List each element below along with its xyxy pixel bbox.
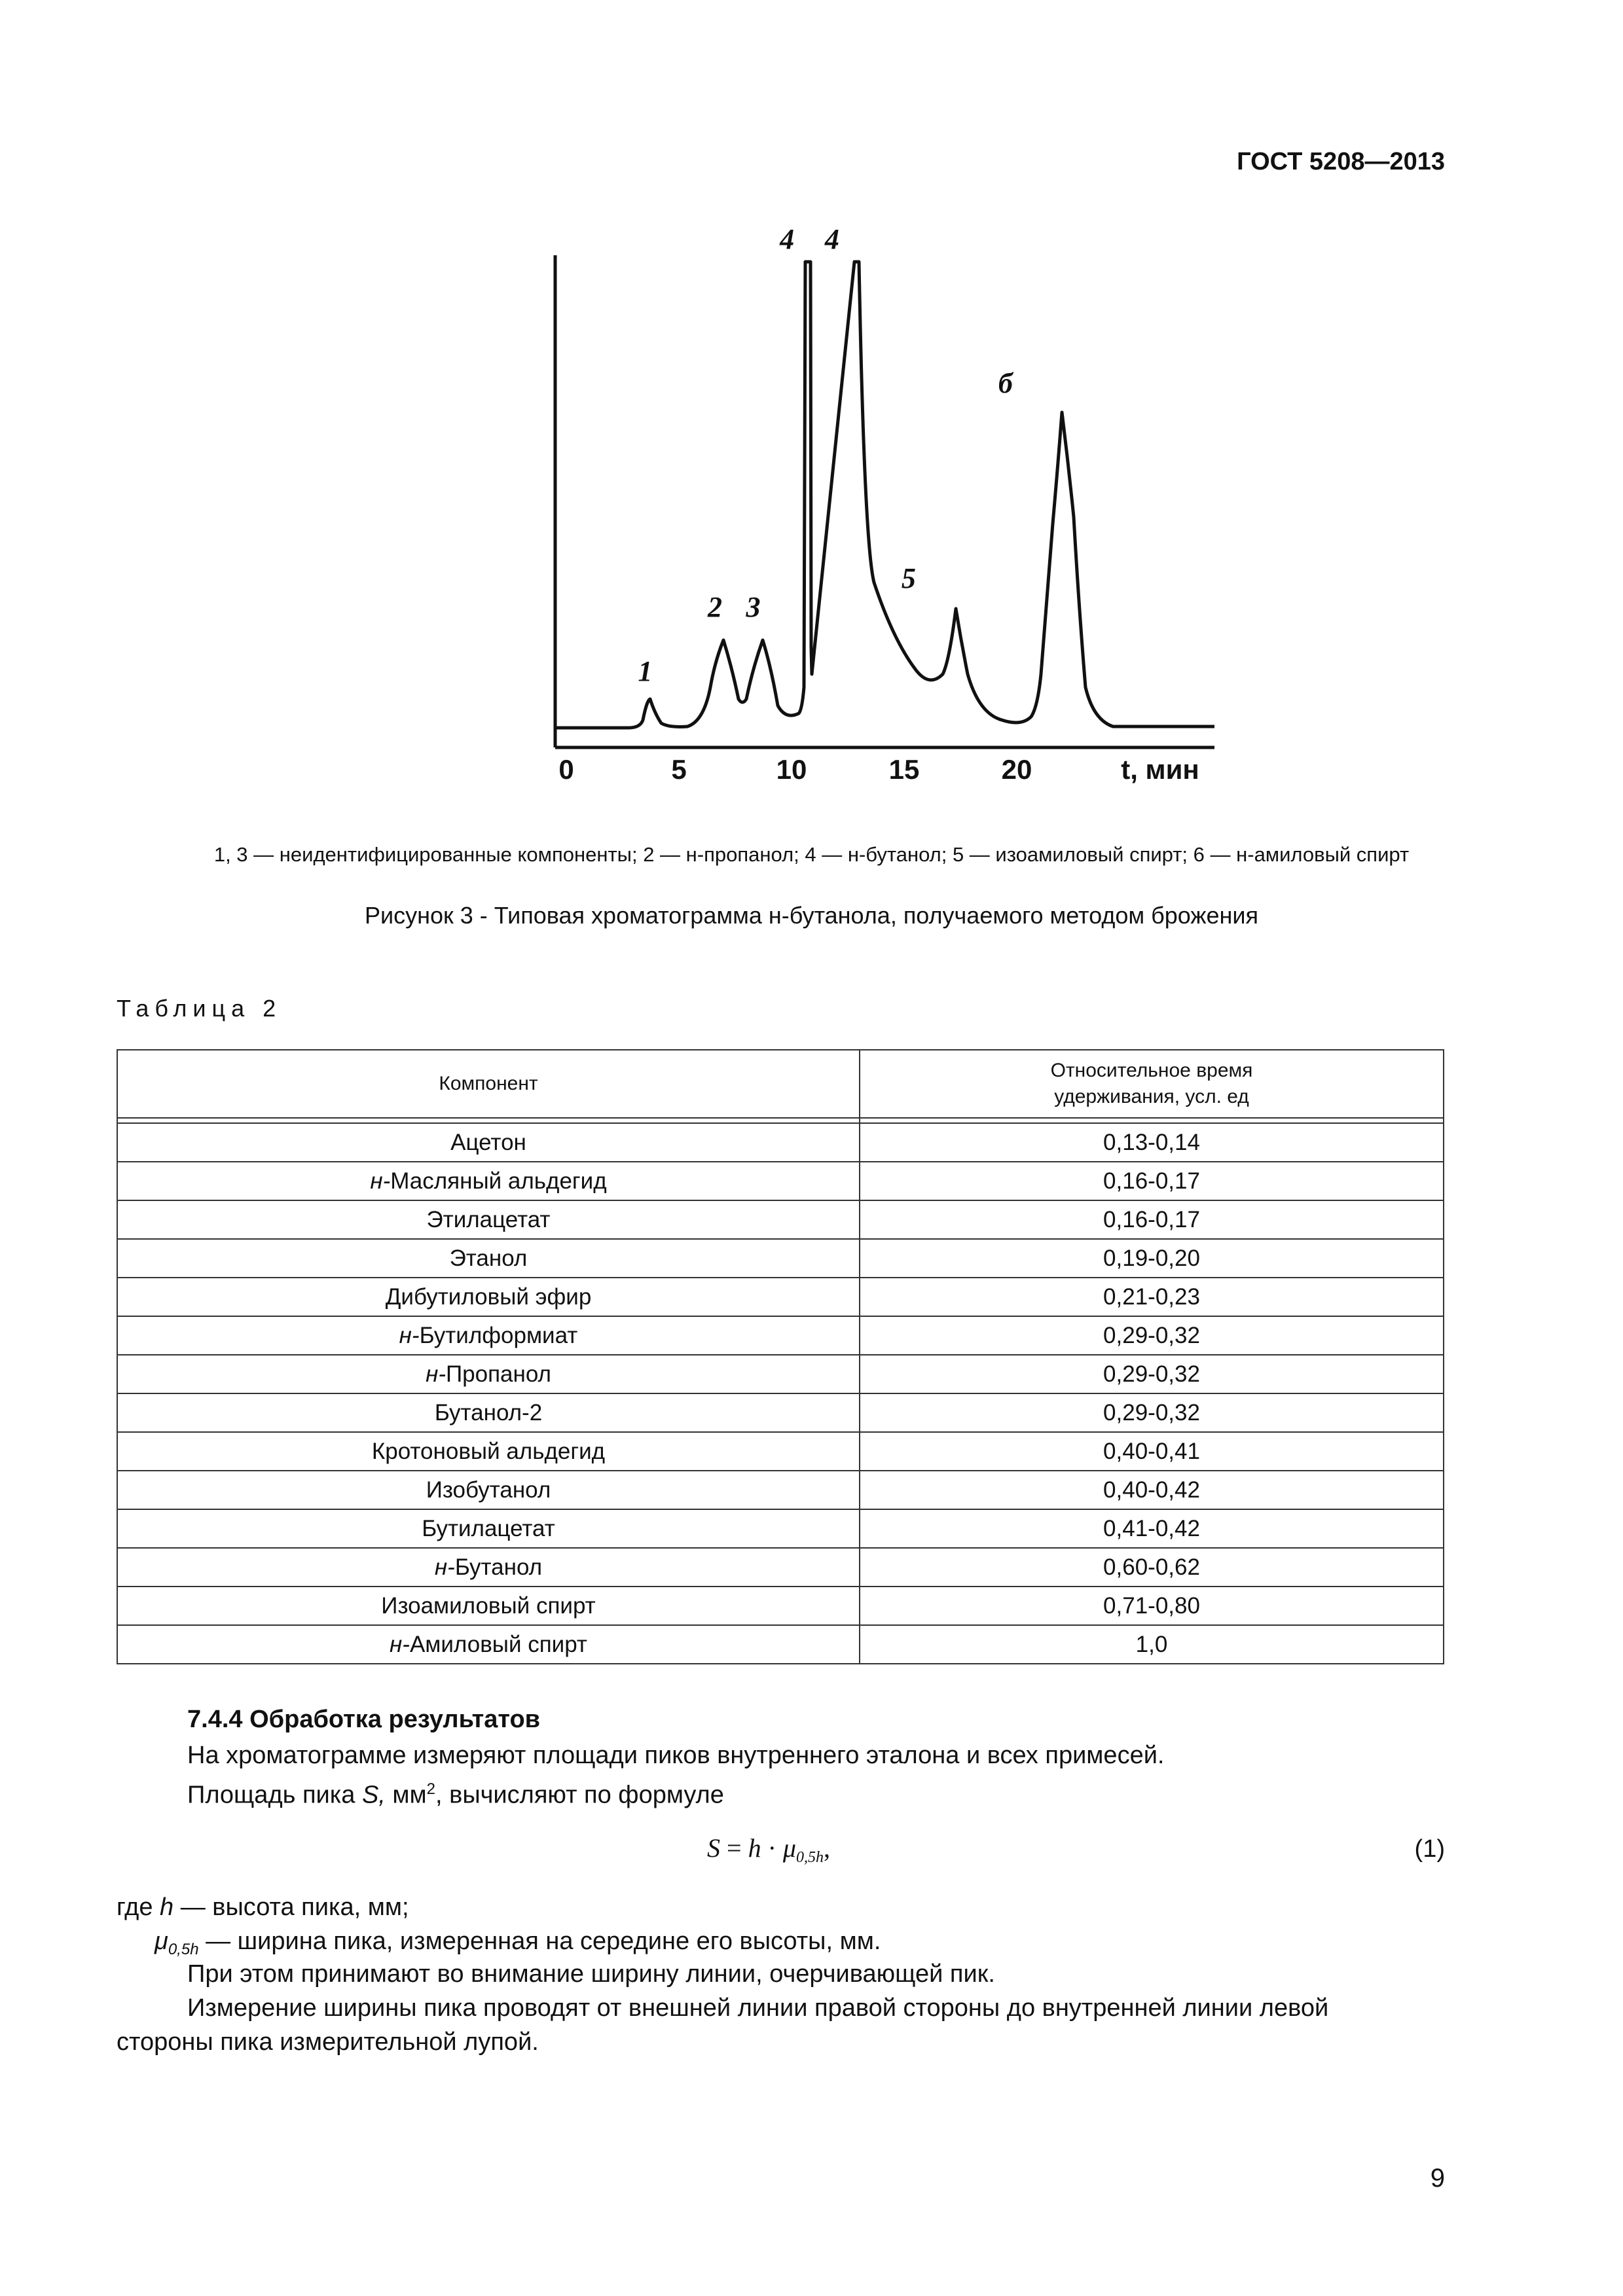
chromatogram-trace	[555, 262, 1214, 728]
retention-time-cell: 0,16-0,17	[860, 1162, 1444, 1200]
table-row	[117, 1278, 1444, 1316]
retention-time-cell: 0,19-0,20	[860, 1239, 1444, 1278]
figure-caption: Рисунок 3 - Типовая хроматограмма н-бутанола, получаемого методом брожения	[364, 902, 1258, 929]
figure-legend: 1, 3 — неидентифицированные компоненты; 2 — н-пропанол; 4 — н-бутанол; 5 — изоамиловый спирт; 6 — н-амиловый спирт	[213, 843, 1410, 866]
table-row	[117, 1587, 1444, 1625]
x-tick-label: 10	[776, 754, 807, 785]
component-cell: н-Амиловый спирт	[117, 1625, 860, 1664]
peak-label: 3	[746, 591, 761, 623]
peak-label: 4	[780, 223, 795, 255]
peak-label: б	[998, 367, 1013, 399]
table-row	[117, 1625, 1444, 1664]
retention-time-cell: 0,41-0,42	[860, 1509, 1444, 1548]
component-cell: Кротоновый альдегид	[117, 1432, 860, 1471]
x-tick-label: 5	[671, 754, 687, 785]
peak-label: 4	[824, 223, 839, 255]
table-row	[117, 1548, 1444, 1587]
component-cell: н-Бутанол	[117, 1548, 860, 1587]
table-row	[117, 1123, 1444, 1162]
x-tick-label: 15	[888, 754, 920, 785]
retention-time-cell: 0,40-0,41	[860, 1432, 1444, 1471]
retention-time-cell: 0,29-0,32	[860, 1393, 1444, 1432]
where-h: где h — высота пика, мм;	[117, 1893, 409, 1921]
paragraph-4: Измерение ширины пика проводят от внешней линии правой стороны до внутренней линии левой	[187, 1994, 1329, 2022]
retention-table	[117, 1049, 1444, 1664]
area-formula: $S = h \cdot \mu_{0,5h}$,	[707, 1833, 830, 1866]
paragraph-5: стороны пика измерительной лупой.	[117, 2028, 539, 2056]
retention-time-cell: 0,13-0,14	[860, 1123, 1444, 1162]
formula-number: (1)	[1414, 1835, 1445, 1863]
x-tick-label: 20	[1001, 754, 1032, 785]
component-cell: Этилацетат	[117, 1200, 860, 1239]
standard-number: ГОСТ 5208—2013	[1237, 148, 1445, 175]
x-tick-label: 0	[558, 754, 574, 785]
table-row	[117, 1471, 1444, 1509]
table-row	[117, 1509, 1444, 1548]
paragraph-2: Площадь пика S, $мм^2$, вычисляют по формуле	[187, 1780, 724, 1809]
component-cell: Ацетон	[117, 1123, 860, 1162]
section-title: 7.4.4 Обработка результатов	[187, 1706, 541, 1733]
table-row	[117, 1355, 1444, 1393]
table-row	[117, 1162, 1444, 1200]
peak-label: 1	[638, 655, 653, 687]
table-row	[117, 1316, 1444, 1355]
component-cell: Изобутанол	[117, 1471, 860, 1509]
table-row	[117, 1200, 1444, 1239]
column-header-retention-time: Относительное время удерживания, усл. ед	[860, 1050, 1444, 1118]
peak-label: 2	[708, 591, 723, 623]
component-cell: н-Пропанол	[117, 1355, 860, 1393]
retention-time-cell: 1,0	[860, 1625, 1444, 1664]
table-row	[117, 1239, 1444, 1278]
paragraph-3: При этом принимают во внимание ширину линии, очерчивающей пик.	[187, 1960, 995, 1988]
retention-time-cell: 0,60-0,62	[860, 1548, 1444, 1587]
page-number: 9	[1430, 2164, 1445, 2193]
component-cell: н-Масляный альдегид	[117, 1162, 860, 1200]
column-header-component: Компонент	[117, 1050, 860, 1118]
retention-time-cell: 0,29-0,32	[860, 1316, 1444, 1355]
retention-time-cell: 0,29-0,32	[860, 1355, 1444, 1393]
component-cell: н-Бутилформиат	[117, 1316, 860, 1355]
x-axis-label: t, мин	[1121, 754, 1199, 785]
chromatogram-chart	[498, 216, 1231, 805]
peak-label: 5	[901, 562, 916, 594]
component-cell: Бутилацетат	[117, 1509, 860, 1548]
retention-time-cell: 0,71-0,80	[860, 1587, 1444, 1625]
table-row	[117, 1432, 1444, 1471]
component-cell: Дибутиловый эфир	[117, 1278, 860, 1316]
table-label: Таблица 2	[117, 995, 282, 1022]
retention-time-cell: 0,40-0,42	[860, 1471, 1444, 1509]
component-cell: Бутанол-2	[117, 1393, 860, 1432]
paragraph-1: На хроматограмме измеряют площади пиков внутреннего эталона и всех примесей.	[187, 1742, 1165, 1769]
retention-time-cell: 0,21-0,23	[860, 1278, 1444, 1316]
component-cell: Этанол	[117, 1239, 860, 1278]
table-row	[117, 1393, 1444, 1432]
where-mu: $\mu_{0,5h}$ — ширина пика, измеренная на середине его высоты, мм.	[155, 1928, 881, 1958]
component-cell: Изоамиловый спирт	[117, 1587, 860, 1625]
retention-time-cell: 0,16-0,17	[860, 1200, 1444, 1239]
